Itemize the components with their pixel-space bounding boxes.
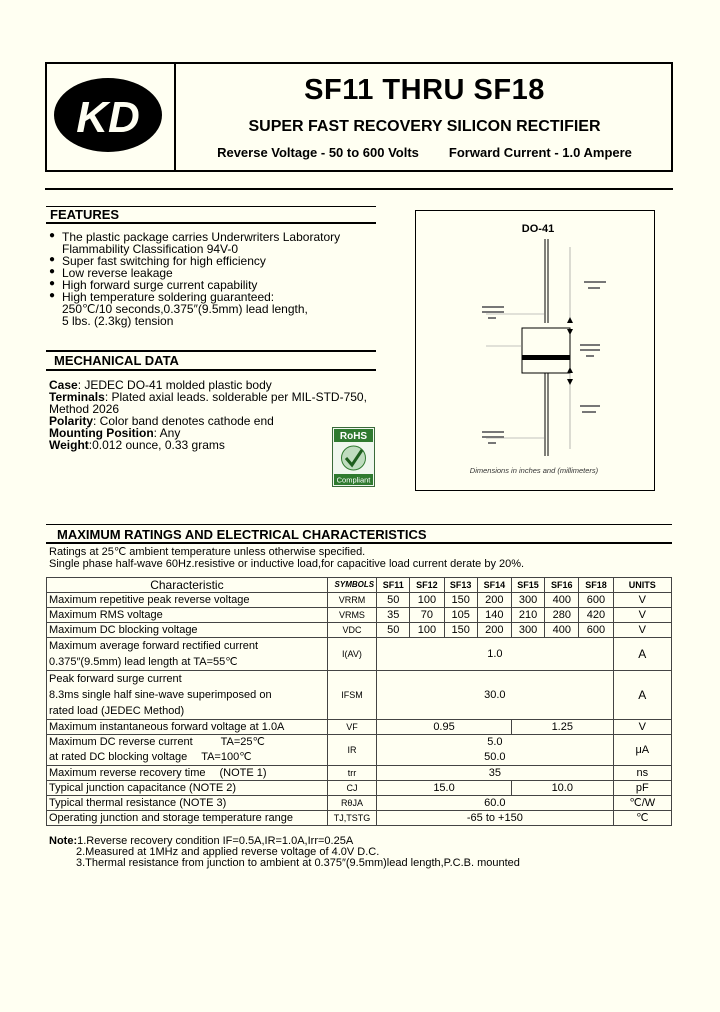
table-row — [47, 811, 672, 826]
col-units: UNITS — [613, 578, 671, 593]
feature-item: ● Low reverse leakage — [49, 266, 173, 280]
ratings-underline — [46, 542, 672, 544]
table-cell: 600 — [579, 593, 613, 608]
table-cell: VDC — [327, 623, 376, 638]
table-cell: ns — [613, 766, 671, 781]
table-cell: I(AV) — [327, 638, 376, 671]
bullet-icon: ● — [49, 278, 56, 289]
table-cell: A — [613, 638, 671, 671]
svg-text:RoHS: RoHS — [339, 431, 368, 442]
table-cell: 100 — [410, 623, 444, 638]
ratings-intro: Ratings at 25℃ ambient temperature unless otherwise specified. Single phase half-wave 60Hz.resistive or inductive load,for capacitive load current derate by 20%. — [49, 546, 525, 570]
ratings-heading: MAXIMUM RATINGS AND ELECTRICAL CHARACTERISTICS — [57, 527, 427, 542]
table-row — [47, 781, 672, 796]
table-cell: 140 — [477, 608, 511, 623]
table-cell: Peak forward surge current 8.3ms single half sine-wave superimposed on rated load (JEDEC Method) — [47, 671, 328, 720]
table-cell: 100 — [410, 593, 444, 608]
table-cell: Maximum average forward rectified current 0.375″(9.5mm) lead length at TA=55℃ — [47, 638, 328, 671]
table-cell: VRRM — [327, 593, 376, 608]
forward-current-spec: Forward Current - 1.0 Ampere — [448, 145, 632, 160]
feature-item: ● The plastic package carries Underwriters Laboratory Flammability Classification 94V-0 — [49, 230, 341, 256]
table-cell: 420 — [579, 608, 613, 623]
table-cell: A — [613, 671, 671, 720]
table-cell: trr — [327, 766, 376, 781]
svg-text:Compliant: Compliant — [336, 475, 371, 485]
table-cell: 200 — [477, 623, 511, 638]
table-row — [47, 720, 672, 735]
col-part: SF18 — [579, 578, 613, 593]
table-cell: 30.0 — [377, 671, 613, 720]
svg-text:Dimensions in inches and (mill: Dimensions in inches and (millimeters) — [469, 466, 599, 475]
mechanical-topline — [46, 350, 376, 352]
table-cell: 1.25 — [511, 720, 613, 735]
table-cell: V — [613, 593, 671, 608]
page-title: SF11 THRU SF18 — [304, 74, 545, 106]
table-cell: Maximum DC blocking voltage — [47, 623, 328, 638]
table-cell: RθJA — [327, 796, 376, 811]
table-cell: 60.0 — [377, 796, 613, 811]
table-cell: 280 — [545, 608, 579, 623]
table-cell: ℃ — [613, 811, 671, 826]
ratings-topline — [46, 524, 672, 525]
table-row — [47, 766, 672, 781]
feature-item: ● Super fast switching for high efficiency — [49, 254, 266, 268]
header-divider — [45, 188, 673, 190]
table-cell: Maximum RMS voltage — [47, 608, 328, 623]
table-cell: 50 — [377, 623, 410, 638]
bullet-icon: ● — [49, 290, 56, 301]
table-cell: Typical junction capacitance (NOTE 2) — [47, 781, 328, 796]
table-cell: 0.95 — [377, 720, 512, 735]
table-cell: 210 — [511, 608, 544, 623]
table-cell: TJ,TSTG — [327, 811, 376, 826]
table-cell: 1.0 — [377, 638, 613, 671]
kd-logo — [45, 62, 172, 168]
table-cell: V — [613, 720, 671, 735]
table-cell: V — [613, 608, 671, 623]
col-characteristic: Characteristic — [47, 578, 328, 593]
table-cell: 5.0 50.0 — [377, 735, 613, 766]
table-cell: Typical thermal resistance (NOTE 3) — [47, 796, 328, 811]
table-cell: VF — [327, 720, 376, 735]
table-cell: 10.0 — [511, 781, 613, 796]
package-drawing — [415, 210, 655, 491]
table-cell: IR — [327, 735, 376, 766]
features-heading: FEATURES — [50, 207, 120, 222]
col-part: SF13 — [444, 578, 477, 593]
table-cell: Operating junction and storage temperature range — [47, 811, 328, 826]
feature-item: ● High temperature soldering guaranteed: 250℃/10 seconds,0.375″(9.5mm) lead length, 5 lbs. (2.3kg) tension — [49, 290, 308, 328]
table-cell: 200 — [477, 593, 511, 608]
table-cell: 50 — [377, 593, 410, 608]
features-underline — [46, 222, 376, 224]
logo-cell — [45, 62, 176, 172]
table-cell: 35 — [377, 766, 613, 781]
table-cell: Maximum DC reverse current TA=25℃ at rated DC blocking voltage TA=100℃ — [47, 735, 328, 766]
table-cell: ℃/W — [613, 796, 671, 811]
table-cell: 105 — [444, 608, 477, 623]
bullet-icon: ● — [49, 254, 56, 265]
rohs-badge — [332, 427, 375, 487]
table-cell: pF — [613, 781, 671, 796]
table-row — [47, 638, 672, 671]
table-row — [47, 671, 672, 720]
table-cell: μA — [613, 735, 671, 766]
col-part: SF12 — [410, 578, 444, 593]
table-cell: -65 to +150 — [377, 811, 613, 826]
col-part: SF15 — [511, 578, 544, 593]
table-cell: 400 — [545, 623, 579, 638]
table-cell: 400 — [545, 593, 579, 608]
bullet-icon: ● — [49, 230, 56, 241]
table-row — [47, 796, 672, 811]
ratings-table — [46, 577, 672, 826]
table-cell: Maximum repetitive peak reverse voltage — [47, 593, 328, 608]
table-row — [47, 593, 672, 608]
table-cell: Maximum reverse recovery time (NOTE 1) — [47, 766, 328, 781]
features-list — [49, 231, 379, 327]
col-part: SF11 — [377, 578, 410, 593]
mechanical-data: Case: JEDEC DO-41 molded plastic body Terminals: Plated axial leads. solderable per MIL-STD-750, Method 2026 Polarity: Color band denotes cathode end Mounting Position: Any Weight:0.012 ounce, 0.33 grams — [49, 378, 367, 452]
notes: Note:1.Reverse recovery condition IF=0.5A,IR=1.0A,Irr=0.25A 2.Measured at 1MHz and applied reverse voltage of 4.0V D.C. 3.Thermal resistance from junction to ambient at 0.375″(9.5mm)lead length,P.C.B. mounted — [49, 835, 520, 869]
table-cell: 150 — [444, 623, 477, 638]
table-cell: CJ — [327, 781, 376, 796]
col-symbols: SYMBOLS — [327, 578, 376, 593]
page-subtitle: SUPER FAST RECOVERY SILICON RECTIFIER — [248, 118, 601, 135]
table-cell: V — [613, 623, 671, 638]
table-header-row — [47, 578, 672, 593]
reverse-voltage-spec: Reverse Voltage - 50 to 600 Volts — [217, 145, 419, 160]
table-cell: 300 — [511, 623, 544, 638]
feature-item: ● High forward surge current capability — [49, 278, 258, 292]
table-row — [47, 608, 672, 623]
table-cell: 70 — [410, 608, 444, 623]
table-cell: Maximum instantaneous forward voltage at 1.0A — [47, 720, 328, 735]
col-part: SF14 — [477, 578, 511, 593]
do41-outline-drawing — [416, 211, 654, 490]
svg-text:DO-41: DO-41 — [521, 223, 555, 235]
table-cell: IFSM — [327, 671, 376, 720]
mechanical-underline — [46, 369, 376, 371]
table-cell: 150 — [444, 593, 477, 608]
table-cell: 15.0 — [377, 781, 512, 796]
mechanical-heading: MECHANICAL DATA — [54, 353, 179, 368]
table-cell: VRMS — [327, 608, 376, 623]
svg-text:KD: KD — [76, 93, 140, 142]
bullet-icon: ● — [49, 266, 56, 277]
table-cell: 300 — [511, 593, 544, 608]
table-row — [47, 735, 672, 766]
spec-line — [176, 145, 673, 160]
col-part: SF16 — [545, 578, 579, 593]
table-cell: 600 — [579, 623, 613, 638]
table-cell: 35 — [377, 608, 410, 623]
table-row — [47, 623, 672, 638]
